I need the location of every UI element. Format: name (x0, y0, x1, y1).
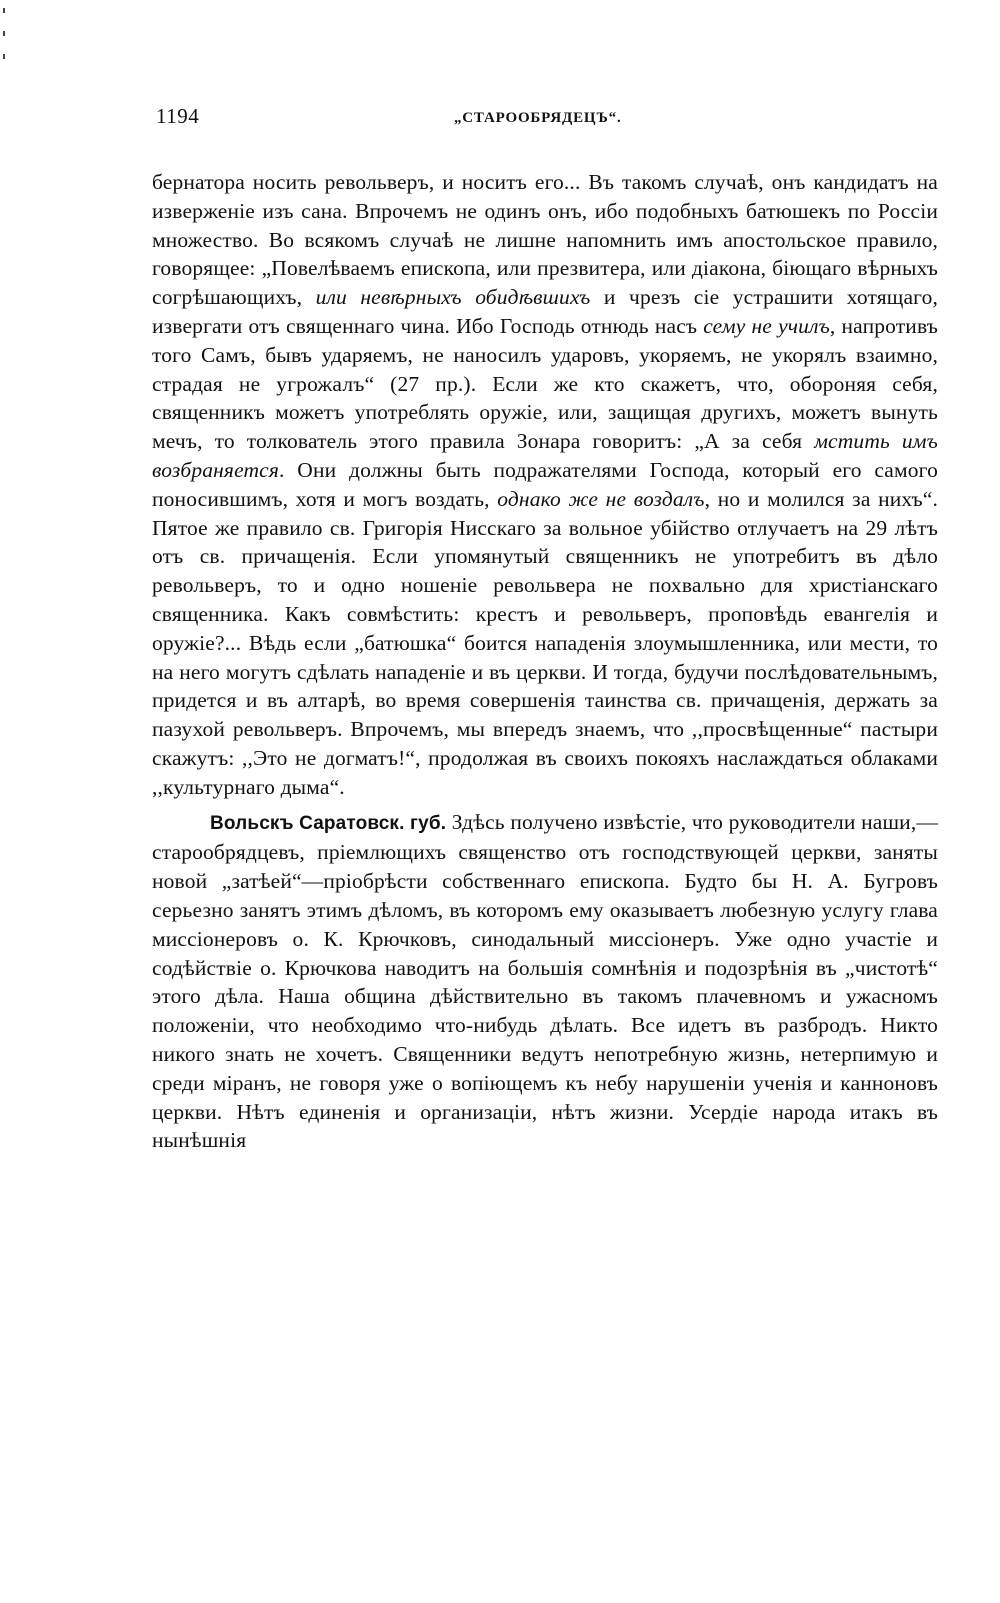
italic-run: мстить имъ возбраняется (152, 429, 938, 482)
text-run: , но и молился за нихъ“. Пятое же правило св. Григорія Нисскаго за вольное убійство отлучаетъ на 29 лѣтъ отъ св. причащенія. Если упомянутый священникъ не употребитъ въ дѣло револьверъ, то и одно ношеніе револьвера не похвально для христіанскаго священника. Какъ совмѣстить: крестъ и револьверъ, проповѣдь евангелія и оружіе?... Вѣдь если „батюшка“ боится нападенія злоумышленника, или мести, то на него могутъ сдѣлать нападеніе и въ церкви. И тогда, будучи послѣдовательнымъ, придется и въ алтарѣ, во время совершенія таинства св. причащенія, держать за пазухой револьверъ. Впрочемъ, мы впередъ знаемъ, что ,,просвѣщенные“ пастыри скажутъ: ,,Это не догматъ!“, продолжая въ своихъ покояхъ наслаждаться облаками ,,культурнаго дыма“. (152, 486, 938, 799)
place-heading: Вольскъ Саратовск. губ. (210, 812, 447, 834)
italic-run: сему не училъ (703, 313, 830, 338)
paragraph-continuation (152, 168, 938, 802)
book-page (152, 104, 938, 1155)
journal-title: „СТАРООБРЯДЕЦЪ“. (454, 110, 622, 126)
margin-tick (3, 31, 5, 36)
running-head (152, 104, 938, 136)
margin-tick (3, 54, 5, 59)
text-run: бернатора носить револьверъ, и носитъ его... Въ такомъ случаѣ, онъ кандидатъ на изверженіе изъ сана. Впрочемъ не одинъ онъ, ибо подобныхъ батюшекъ по Россіи множество. Во всякомъ случаѣ не лишне напомнить имъ апостольское правило, говорящее: „Повелѣваемъ епископа, или презвитера, или діакона, біющаго вѣрныхъ согрѣшающихъ, (152, 170, 938, 310)
italic-run: однако же не воздалъ (497, 486, 705, 511)
text-run: . Они должны быть подражателями Господа, который его самого поносившимъ, хотя и могъ воздать, (152, 457, 938, 511)
text-run: , напротивъ того Самъ, бывъ ударяемъ, не наносилъ ударовъ, укоряемъ, не укорялъ взаимно, страдая не угрожалъ“ (27 пр.). Если же кто скажетъ, что, обороняя себя, священникъ можетъ употреблять оружіе, или, защищая другихъ, можетъ вынуть мечъ, то толкователь этого правила Зонара говоритъ: „А за себя (152, 313, 938, 454)
italic-run: или невѣрныхъ обидѣвшихъ (315, 285, 591, 310)
margin-tick-marks (3, 8, 7, 77)
text-run: Здѣсь получено извѣстіе, что руководители наши,—старообрядцевъ, пріемлющихъ священство отъ господствующей церкви, заняты новой „затѣей“—пріобрѣсти собственнаго епископа. Будто бы Н. А. Бугровъ серьезно занятъ этимъ дѣломъ, въ которомъ ему оказываетъ любезную услугу глава миссіонеровъ о. К. Крючковъ, синодальный миссіонеръ. Уже одно участіе и содѣйствіе о. Крючкова наводитъ на большія сомнѣнія и подозрѣнія въ „чистотѣ“ этого дѣла. Наша община дѣйствительно въ такомъ плачевномъ и ужасномъ положеніи, что необходимо что-нибудь дѣлать. Все идетъ въ разбродъ. Никто никого знать не хочетъ. Священники ведутъ непотребную жизнь, нетерпимую и среди міранъ, не говоря уже о вопіющемъ къ небу нарушеніи ученія и канноновъ церкви. Нѣтъ единенія и организаціи, нѣтъ жизни. Усердіе народа итакъ въ нынѣшнія (152, 809, 939, 1153)
paragraph-report (152, 808, 938, 1156)
margin-tick (3, 8, 5, 13)
page-number: 1194 (156, 104, 200, 128)
text-run: и чрезъ сіе устрашити хотящаго, извергати отъ священнаго чина. Ибо Господь отнюдь насъ (152, 285, 939, 338)
